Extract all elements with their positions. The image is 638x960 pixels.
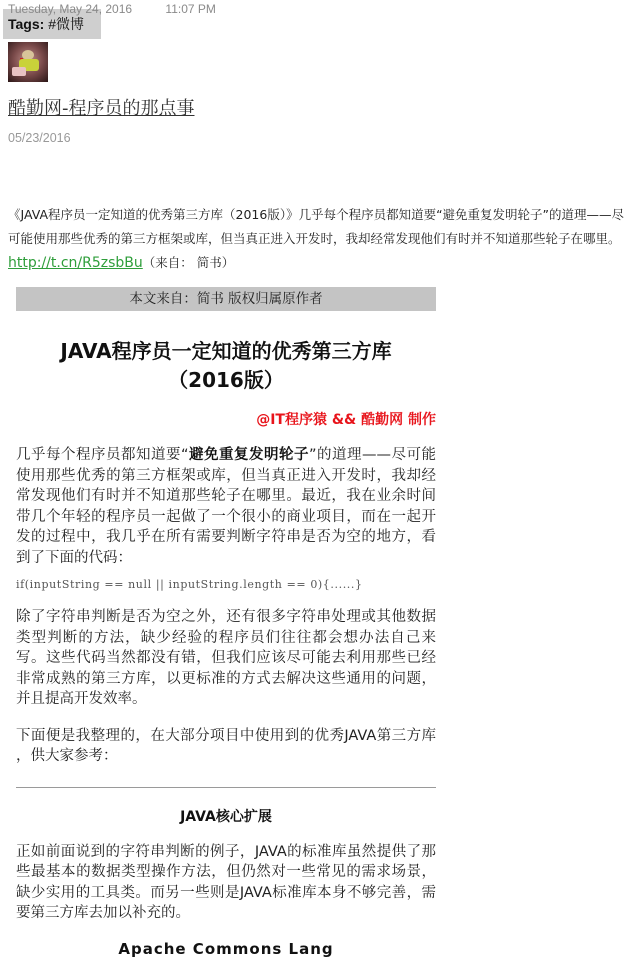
article-paragraph-3: 下面便是我整理的，在大部分项目中使用到的优秀JAVA第三方库 ，供大家参考：: [16, 727, 436, 764]
divider: [16, 787, 436, 788]
post-summary: [8, 203, 633, 275]
source-date: 05/23/2016: [8, 131, 71, 145]
article-paragraph-4: 正如前面说到的字符串判断的例子，JAVA的标准库虽然提供了那些最基本的数据类型操作方法，但仍然对一些常见的需求场景，缺少实用的工具类。而另一些则是JAVA标准库本身不够完善，需要第三方库去加以补充的。: [16, 843, 436, 921]
post-date: Tuesday, May 24, 2016: [8, 2, 133, 16]
article-title-line2: （2016版）: [168, 368, 284, 392]
copyright-banner: 本文来自：简书 版权归属原作者: [16, 287, 436, 311]
code-snippet: if(inputString == null || inputString.length == 0){......}: [16, 578, 363, 591]
summary-text: 《JAVA程序员一定知道的优秀第三方库（2016版）》几乎每个程序员都知道要“避免重复发明轮子”的道理——尽可能使用那些优秀的第三方框架或库，但当真正进入开发时，我却经常发现他们有时并不知道那些轮子在哪里。: [8, 207, 625, 246]
tags: [8, 14, 84, 34]
avatar-icon[interactable]: [8, 42, 48, 82]
para1-text-end: ”的道理——尽可能使用那些优秀的第三方框架或库，但当真正进入开发时，我却经常发现他们有时并不知道那些轮子在哪里。最近，我在业余时间带几个年轻的程序员一起做了一个很小的商业项目，而在一起开发的过程中，我几乎在所有需要判断字符串是否为空的地方，看到了下面的代码：: [16, 447, 437, 566]
section-heading-commons-lang: Apache Commons Lang: [118, 939, 334, 958]
tags-label: Tags:: [8, 16, 45, 32]
article-credit: @IT程序猿 && 酷勤网 制作: [256, 412, 436, 428]
source-title-link[interactable]: 酷勤网-程序员的那点事: [8, 98, 195, 119]
article-image: [16, 287, 436, 958]
article-paragraph-2: 除了字符串判断是否为空之外，还有很多字符串处理或其他数据类型判断的方法，缺少经验的程序员们往往都会想办法自己来写。这些代码当然都没有错，但我们应该尽可能去利用那些已经非常成熟的第三方库，以更标准的方式去解决这些通用的问题，并且提高开发效率。: [16, 609, 436, 707]
tag-weibo[interactable]: #微博: [48, 16, 84, 32]
para1-text: 几乎每个程序员都知道要“: [16, 447, 189, 463]
post-time: 11:07 PM: [165, 2, 216, 16]
article-title: [16, 337, 436, 395]
para1-bold: 避免重复发明轮子: [188, 447, 309, 463]
article-title-line1: JAVA程序员一定知道的优秀第三方库: [60, 339, 392, 363]
article-paragraph-1: [16, 445, 436, 568]
summary-source: （来自： 简书）: [142, 255, 235, 270]
summary-link[interactable]: http://t.cn/R5zsbBu: [8, 255, 143, 271]
section-heading-java-core: JAVA核心扩展: [180, 808, 272, 825]
